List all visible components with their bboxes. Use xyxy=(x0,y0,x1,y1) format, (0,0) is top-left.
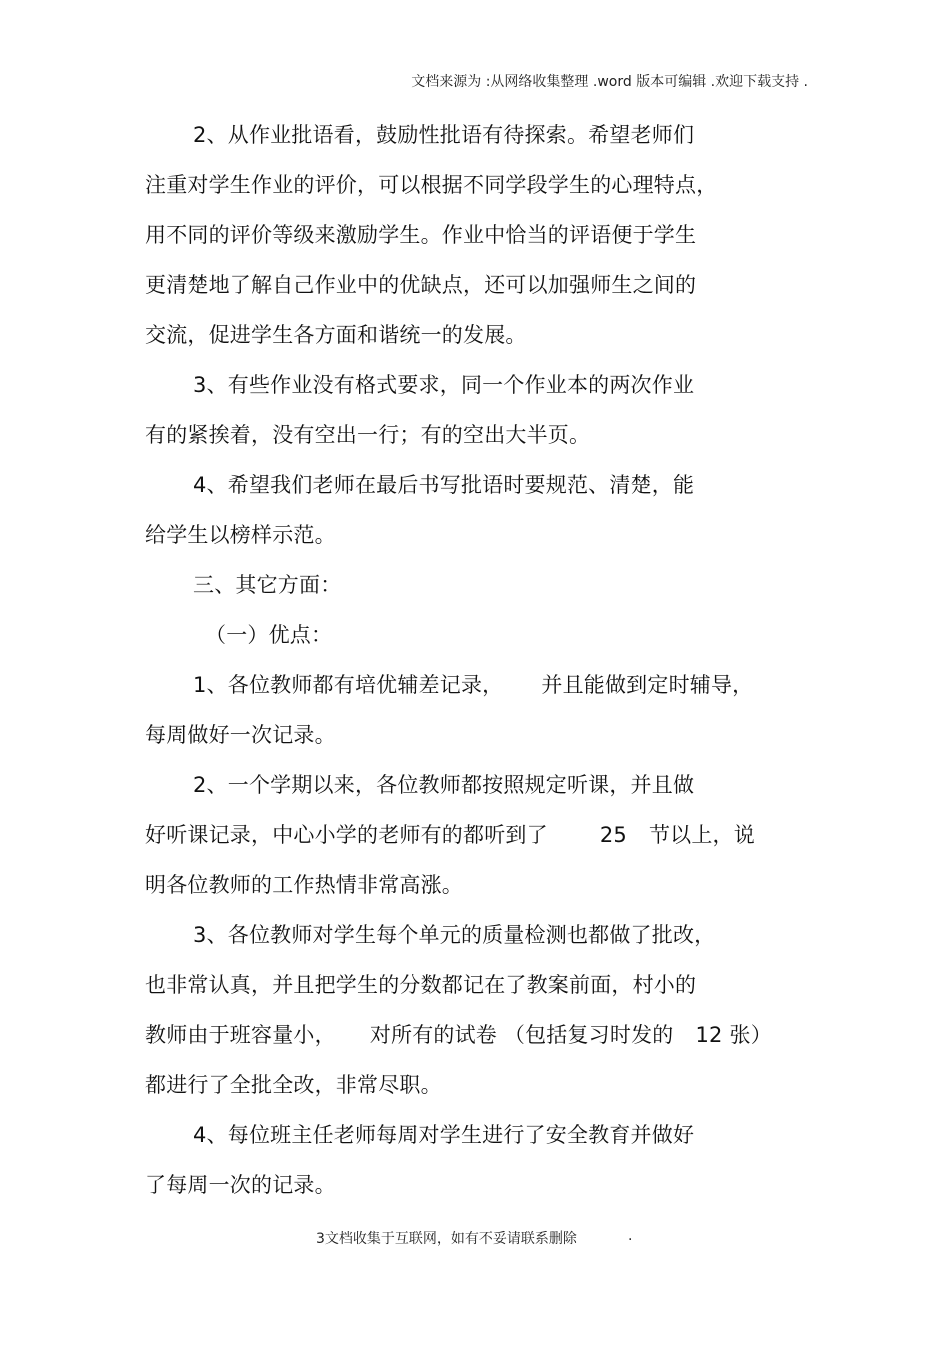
paragraph-line: 给学生以榜样示范。 xyxy=(145,523,336,547)
paragraph-line xyxy=(145,1020,772,1050)
footer-text: 3文档收集于互联网，如有不妥请联系删除 xyxy=(316,1231,577,1247)
paragraph-line: 每周做好一次记录。 xyxy=(145,723,336,747)
line-segment: 25 xyxy=(599,823,627,847)
paragraph-line xyxy=(145,820,755,850)
paragraph-line: 3、有些作业没有格式要求，同一个作业本的两次作业 xyxy=(193,373,695,397)
paragraph-line: 了每周一次的记录。 xyxy=(145,1173,336,1197)
paragraph-line: 2、一个学期以来，各位教师都按照规定听课，并且做 xyxy=(193,773,695,797)
line-segment: 并且能做到定时辅导， xyxy=(541,673,754,697)
paragraph-line: 有的紧挨着，没有空出一行；有的空出大半页。 xyxy=(145,423,591,447)
paragraph-line xyxy=(193,670,753,700)
paragraph-line: 4、希望我们老师在最后书写批语时要规范、清楚，能 xyxy=(193,473,695,497)
line-segment: 12 张） xyxy=(695,1023,772,1047)
paragraph-line: 3、各位教师对学生每个单元的质量检测也都做了批改， xyxy=(193,923,716,947)
paragraph-line: 2、从作业批语看，鼓励性批语有待探索。希望老师们 xyxy=(193,123,695,147)
line-segment: 好听课记录，中心小学的老师有的都听到了 xyxy=(145,823,548,847)
subsection-heading: （一）优点： xyxy=(205,623,333,647)
paragraph-line: 4、每位班主任老师每周对学生进行了安全教育并做好 xyxy=(193,1123,695,1147)
line-segment: 教师由于班容量小， xyxy=(145,1023,336,1047)
page-header: 文档来源为 :从网络收集整理 .word 版本可编辑 .欢迎下载支持 . xyxy=(411,74,808,90)
line-segment: 1、各位教师都有培优辅差记录， xyxy=(193,673,504,697)
paragraph-line: 注重对学生作业的评价，可以根据不同学段学生的心理特点， xyxy=(145,173,718,197)
line-segment: 对所有的试卷 （包括复习时发的 xyxy=(369,1023,674,1047)
section-heading: 三、其它方面： xyxy=(193,573,342,597)
paragraph-line: 更清楚地了解自己作业中的优缺点，还可以加强师生之间的 xyxy=(145,273,697,297)
line-segment: 节以上，说 xyxy=(648,823,755,847)
paragraph-line: 也非常认真，并且把学生的分数都记在了教案前面，村小的 xyxy=(145,973,697,997)
paragraph-line: 都进行了全批全改，非常尽职。 xyxy=(145,1073,442,1097)
paragraph-line: 交流，促进学生各方面和谐统一的发展。 xyxy=(145,323,527,347)
footer-dot: . xyxy=(628,1228,633,1244)
paragraph-line: 用不同的评价等级来激励学生。作业中恰当的评语便于学生 xyxy=(145,223,697,247)
paragraph-line: 明各位教师的工作热情非常高涨。 xyxy=(145,873,463,897)
